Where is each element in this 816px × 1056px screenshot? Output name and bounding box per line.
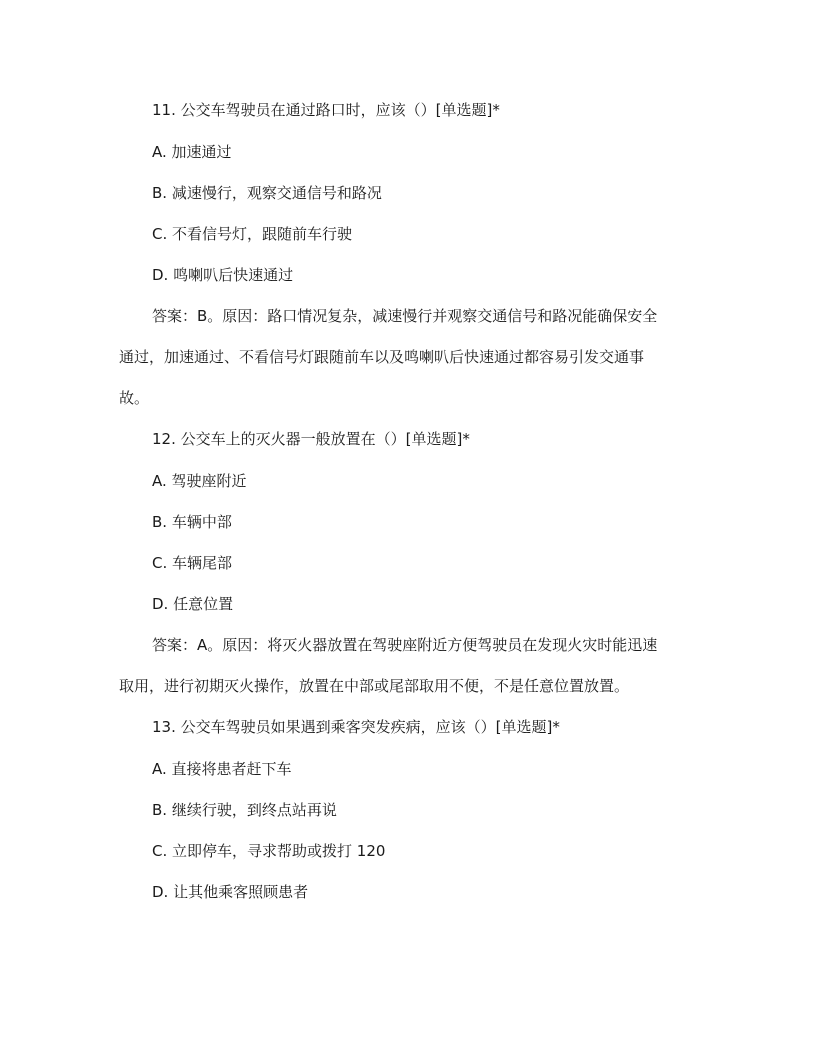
question-11-option-d: D. 鸣喇叭后快速通过	[152, 266, 294, 284]
question-12-answer-line-2: 取用，进行初期灭火操作，放置在中部或尾部取用不便，不是任意位置放置。	[119, 677, 630, 695]
question-12-option-a: A. 驾驶座附近	[152, 472, 247, 490]
question-13-text: 13. 公交车驾驶员如果遇到乘客突发疾病，应该（）[单选题]*	[152, 718, 560, 736]
question-12-option-d: D. 任意位置	[152, 595, 234, 613]
question-12-text: 12. 公交车上的灭火器一般放置在（）[单选题]*	[152, 430, 470, 448]
question-12-option-b: B. 车辆中部	[152, 513, 232, 531]
question-11-option-b: B. 减速慢行，观察交通信号和路况	[152, 184, 382, 202]
question-11-text: 11. 公交车驾驶员在通过路口时，应该（）[单选题]*	[152, 101, 500, 119]
question-13-option-d: D. 让其他乘客照顾患者	[152, 883, 309, 901]
question-11-answer-line-3: 故。	[119, 389, 150, 407]
question-13-option-b: B. 继续行驶，到终点站再说	[152, 801, 337, 819]
question-13-option-a: A. 直接将患者赶下车	[152, 760, 292, 778]
question-11-option-c: C. 不看信号灯，跟随前车行驶	[152, 225, 353, 243]
question-12-answer-line-1: 答案：A。原因：将灭火器放置在驾驶座附近方便驾驶员在发现火灾时能迅速	[152, 636, 658, 654]
question-11-answer-line-2: 通过，加速通过、不看信号灯跟随前车以及鸣喇叭后快速通过都容易引发交通事	[119, 348, 645, 366]
question-13-option-c: C. 立即停车，寻求帮助或拨打 120	[152, 842, 386, 860]
question-12-option-c: C. 车辆尾部	[152, 554, 233, 572]
question-11-answer-line-1: 答案：B。原因：路口情况复杂，减速慢行并观察交通信号和路况能确保安全	[152, 307, 658, 325]
question-11-option-a: A. 加速通过	[152, 143, 232, 161]
